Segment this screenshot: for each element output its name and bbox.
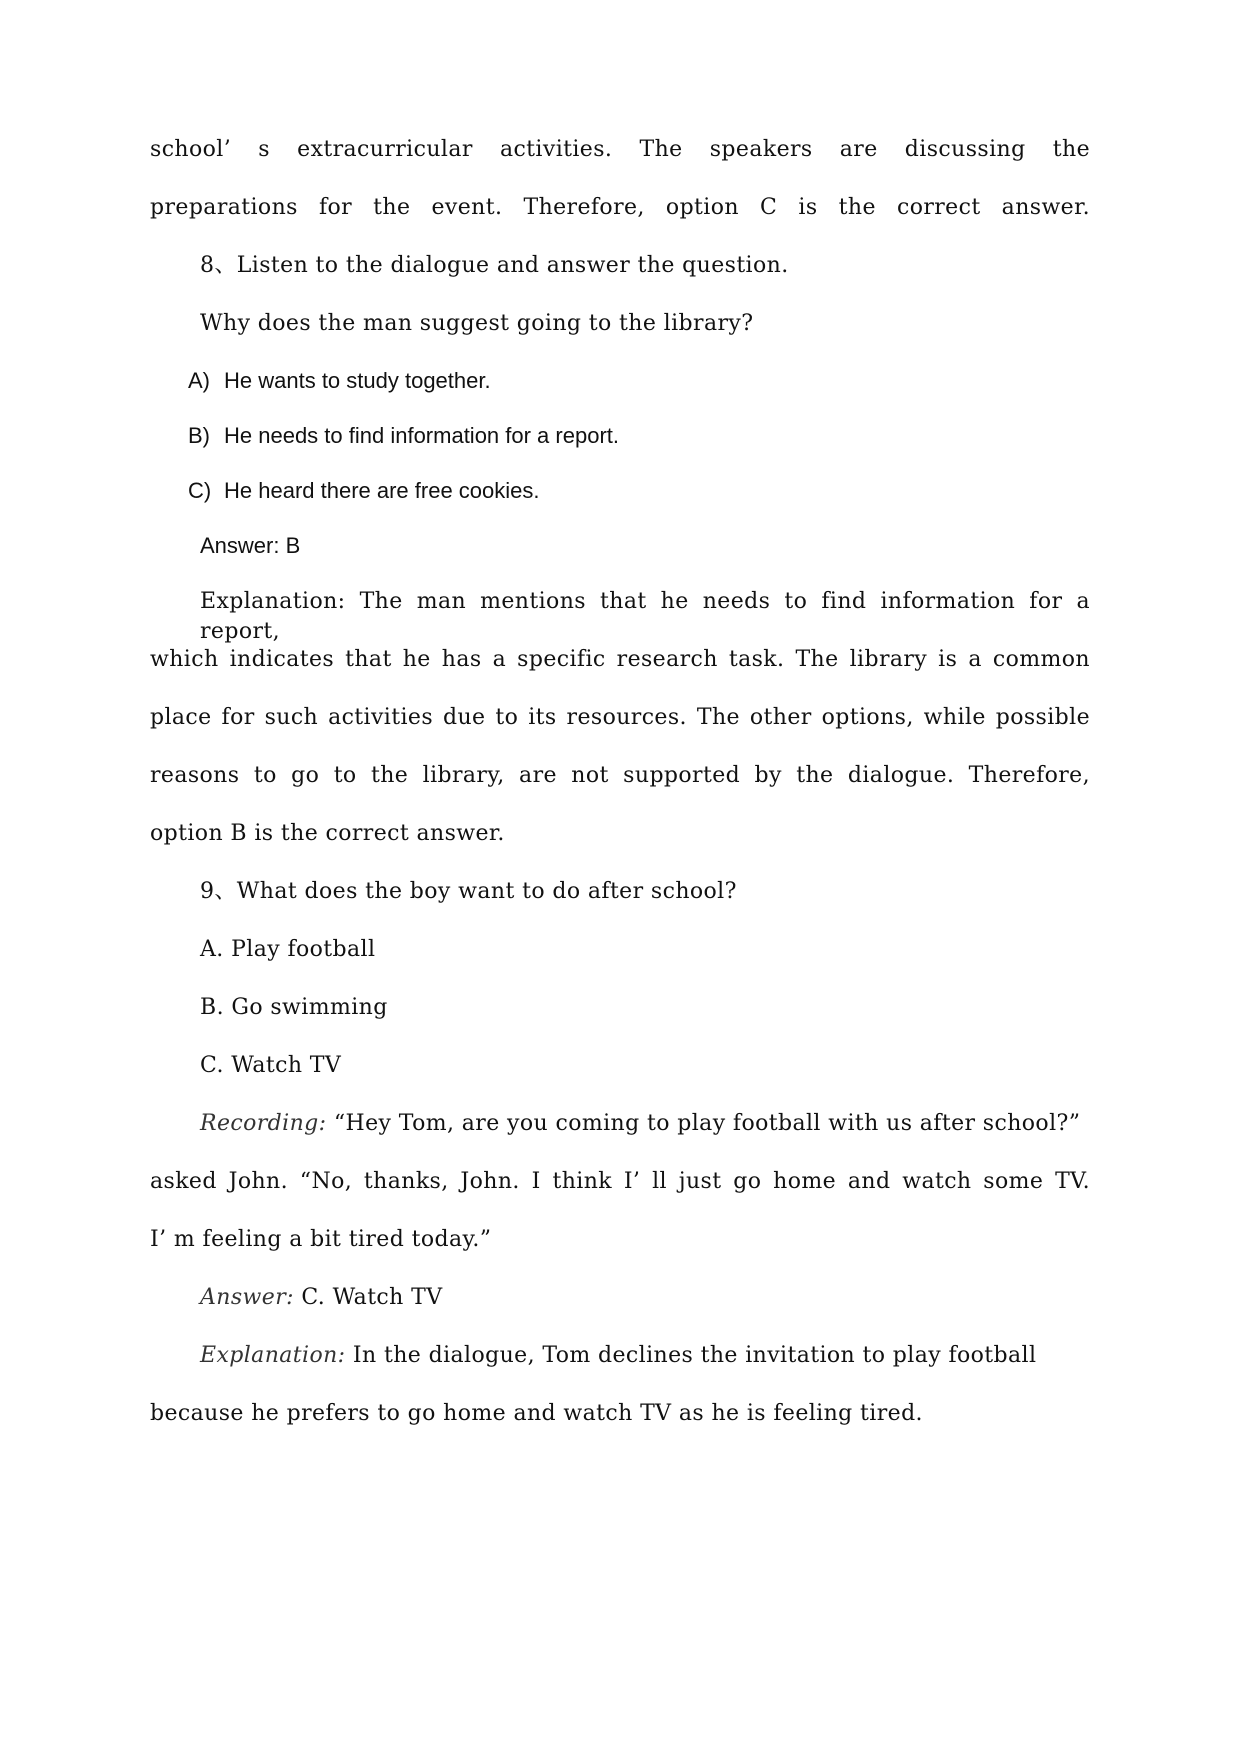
q9-explanation-line-1 <box>200 1341 1090 1371</box>
q8-explanation-line-1: Explanation: The man mentions that he needs to find information for a report, <box>200 589 1090 644</box>
recording-label: Recording: <box>200 1111 327 1136</box>
q8-explanation-line-5: option B is the correct answer. <box>150 821 505 846</box>
q8-question: Why does the man suggest going to the library? <box>200 311 754 336</box>
explanation-text-1: In the dialogue, Tom declines the invitation to play football <box>352 1343 1037 1368</box>
q8-option-a-text: He wants to study together. <box>224 368 491 393</box>
q9-question: 9、What does the boy want to do after school? <box>200 879 737 904</box>
prev-explanation-line-2: preparations for the event. Therefore, option C is the correct answer. <box>150 195 1090 220</box>
answer-value: C. Watch TV <box>301 1285 443 1310</box>
q9-answer <box>200 1283 1140 1313</box>
q8-option-c-text: He heard there are free cookies. <box>224 478 540 503</box>
q9-recording-line-1 <box>200 1109 1090 1139</box>
prev-explanation-line-1: school’ s extracurricular activities. The speakers are discussing the <box>150 137 1090 162</box>
q8-option-c-letter: C) <box>188 478 212 503</box>
q8-option-b-letter: B) <box>188 423 210 448</box>
q9-recording-line-3: I’ m feeling a bit tired today.” <box>150 1227 492 1252</box>
q8-answer: Answer: B <box>200 533 301 558</box>
answer-label: Answer: <box>200 1285 294 1310</box>
recording-text-1: “Hey Tom, are you coming to play football with us after school?” <box>333 1111 1081 1136</box>
q9-option-b: B. Go swimming <box>200 995 388 1020</box>
explanation-label: Explanation: <box>200 1343 346 1368</box>
q9-explanation-line-2: because he prefers to go home and watch TV as he is feeling tired. <box>150 1401 923 1426</box>
q9-option-a: A. Play football <box>200 937 376 962</box>
q9-option-c: C. Watch TV <box>200 1053 342 1078</box>
q8-option-a-letter: A) <box>188 368 210 393</box>
q8-explanation-line-3: place for such activities due to its resources. The other options, while possible <box>150 705 1090 730</box>
q8-explanation-line-4: reasons to go to the library, are not supported by the dialogue. Therefore, <box>150 763 1090 788</box>
q8-explanation-line-2: which indicates that he has a specific research task. The library is a common <box>150 647 1090 672</box>
q9-recording-line-2: asked John. “No, thanks, John. I think I’ ll just go home and watch some TV. <box>150 1169 1090 1194</box>
q8-option-b-text: He needs to find information for a report. <box>224 423 619 448</box>
q8-heading: 8、Listen to the dialogue and answer the question. <box>200 253 789 278</box>
